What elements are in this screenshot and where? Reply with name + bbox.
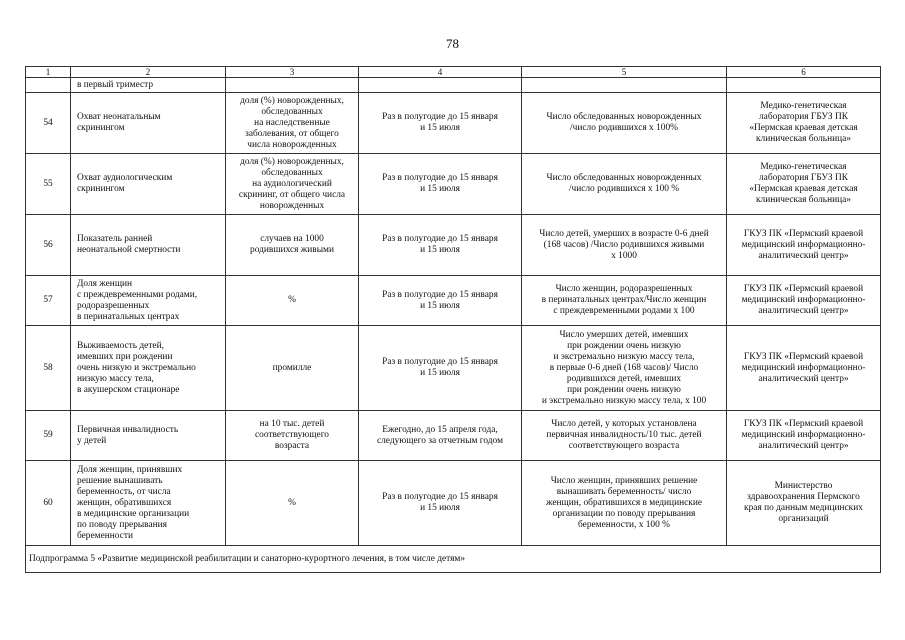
calculation-formula-line: Число женщин, родоразрешенных [555,284,693,294]
data-source [727,154,881,215]
data-source-line: Медико-генетическая [760,162,847,172]
indicator-name-line: беременности [77,530,133,541]
calculation-formula-line: Число умерших детей, имевших [559,329,689,340]
reporting-period-line: и 15 июля [420,503,460,513]
calculation-formula [522,461,727,546]
row-number: 56 [26,215,71,276]
row-number: 57 [26,276,71,326]
unit-of-measure-line: % [288,497,296,508]
data-source-line: ГКУЗ ПК «Пермский краевой [743,284,864,294]
indicator-name-line: у детей [77,435,107,446]
calculation-formula-line: /число родившихся х 100% [570,123,678,133]
calculation-formula-line: беременности, х 100 % [578,519,670,530]
unit-of-measure-line: скрининг, от общего числа [238,189,346,200]
data-source-line: медицинский информационно- [741,239,866,250]
data-source-line: ГКУЗ ПК «Пермский краевой [743,351,864,362]
column-number: 5 [522,67,727,78]
calculation-formula-line: (168 часов) /Число родившихся живыми [543,239,705,250]
reporting-period [359,461,522,546]
calculation-formula-line: Число детей, умерших в возрасте 0-6 дней [539,228,709,239]
calculation-formula [522,154,727,215]
calculation-formula [522,215,727,276]
subprogram-row [26,546,881,573]
unit-of-measure-line: обследованных [261,106,323,117]
indicator-name-line: в акушерском стационаре [77,384,180,395]
calculation-formula-line: с преждевременными родами х 100 [553,306,695,316]
table-row [26,93,881,154]
reporting-period-line: Раз в полугодие до 15 января [382,289,498,300]
calculation-formula-line: в перинатальных центрах/Число женщин [541,295,707,305]
unit-of-measure [226,411,359,461]
data-source-line: медицинский информационно- [741,295,866,305]
data-source [727,93,881,154]
indicator-name-line: решение вынашивать [77,475,163,486]
indicator-name [71,154,226,215]
indicator-name [71,411,226,461]
calculation-formula-line: х 1000 [611,250,637,261]
data-source-line: Министерство [774,481,833,491]
calculation-formula-line: в первые 0-6 дней (168 часов)/ Число [549,362,699,373]
unit-of-measure-line: соответствующего [255,430,329,440]
unit-of-measure [226,276,359,326]
indicator-name-line: Охват неонатальным [77,112,161,122]
subprogram-title: Подпрограмма 5 «Развитие медицинской реабилитации и санаторно-курортного лечения, в том числе детям» [26,546,881,573]
calculation-formula-line: соответствующего возраста [568,441,680,451]
indicator-name-line: скринингом [77,184,125,194]
calculation-formula-line: /число родившихся х 100 % [568,184,680,194]
data-source [727,326,881,411]
data-source [727,461,881,546]
reporting-period [359,93,522,154]
table-row [26,461,881,546]
calculation-formula-line: при рождении очень низкую [567,384,681,395]
calculation-formula-line: вынашивать беременность/ число [556,486,692,497]
column-number: 2 [71,67,226,78]
column-number: 6 [727,67,881,78]
data-source-line: медицинский информационно- [741,362,866,373]
unit-of-measure-line: доля (%) новорожденных, [240,95,344,106]
unit-of-measure-line: % [288,295,296,305]
indicator-name-line: в перинатальных центрах [77,311,180,322]
data-source-line: здравоохранения Пермского [747,492,860,502]
reporting-period-line: и 15 июля [420,184,460,194]
calculation-formula-line: и экстремально низкую массу тела, х 100 [541,395,707,406]
indicator-name-line: Первичная инвалидность [77,424,179,435]
data-source-line: аналитический центр» [758,306,849,316]
column-number: 3 [226,67,359,78]
indicator-name [71,326,226,411]
data-source [727,215,881,276]
indicator-name-line: Выживаемость детей, [77,340,164,351]
column-number: 4 [359,67,522,78]
table-row [26,215,881,276]
unit-of-measure-line: числа новорожденных [247,139,337,150]
calculation-formula-line: Число детей, у которых установлена [551,419,697,429]
unit-of-measure [226,215,359,276]
indicator-name-line: Доля женщин [77,278,133,289]
indicator-name [71,93,226,154]
data-source-line: ГКУЗ ПК «Пермский краевой [743,419,864,429]
row-number: 54 [26,93,71,154]
calculation-formula-line: родившихся детей, имевших [566,373,682,384]
indicator-name-line: имевших при рождении [77,351,173,362]
unit-of-measure-line: на 10 тыс. детей [259,419,325,429]
data-source-line: края по данным медицинских [744,503,863,513]
continuation-row [26,78,881,93]
indicator-name-line: Доля женщин, принявших [77,464,183,475]
indicator-name-line: неонатальной смертности [77,245,181,255]
reporting-period [359,326,522,411]
reporting-period-line: и 15 июля [420,123,460,133]
indicator-name-line: Охват аудиологическим [77,173,173,183]
data-source-line: организаций [778,514,829,524]
reporting-period-line: Раз в полугодие до 15 января [382,234,498,244]
indicator-name-line: родоразрешенных [77,300,150,311]
indicator-name [71,276,226,326]
data-source-line: лаборатория ГБУЗ ПК [759,112,848,122]
column-number-row [26,67,881,78]
unit-of-measure [226,326,359,411]
unit-of-measure-line: на аудиологический [252,178,332,189]
reporting-period-line: Раз в полугодие до 15 января [382,357,498,367]
data-source-line: медицинский информационно- [741,430,866,440]
unit-of-measure-line: случаев на 1000 [260,234,324,244]
reporting-period-line: следующего за отчетным годом [376,435,504,446]
data-source [727,411,881,461]
table-row [26,276,881,326]
unit-of-measure-line: возраста [274,441,310,451]
unit-of-measure-line: на наследственные [254,117,330,128]
indicator-name [71,461,226,546]
unit-of-measure-line: доля (%) новорожденных, [240,156,344,167]
indicator-table [25,66,881,573]
page-number: 78 [446,36,459,51]
unit-of-measure-line: промилле [272,362,312,373]
reporting-period-line: Раз в полугодие до 15 января [382,173,498,183]
reporting-period-line: Раз в полугодие до 15 января [382,112,498,122]
calculation-formula-line: первичная инвалидность/10 тыс. детей [546,430,702,440]
table-row [26,326,881,411]
calculation-formula [522,276,727,326]
unit-of-measure [226,154,359,215]
calculation-formula-line: Число обследованных новорожденных [546,173,702,183]
data-source-line: аналитический центр» [758,441,849,451]
indicator-name-line: в медицинские организации [77,508,190,519]
calculation-formula-line: при рождении очень низкую [567,340,681,351]
reporting-period-line: и 15 июля [420,245,460,255]
reporting-period [359,154,522,215]
reporting-period-line: Ежегодно, до 15 апреля года, [382,424,498,435]
calculation-formula-line: женщин, обратившихся в медицинские [545,497,703,508]
indicator-name-line: низкую массу тела, [77,373,154,384]
indicator-name [71,215,226,276]
calculation-formula-line: Число женщин, принявших решение [550,475,698,486]
reporting-period-line: Раз в полугодие до 15 января [382,492,498,502]
data-source-line: «Пермская краевая детская [749,123,858,133]
indicator-name-line: с преждевременными родами, [77,289,198,300]
data-source [727,276,881,326]
unit-of-measure-line: родившихся живыми [250,245,334,255]
table-row [26,411,881,461]
calculation-formula [522,93,727,154]
reporting-period [359,215,522,276]
unit-of-measure [226,461,359,546]
column-number: 1 [26,67,71,78]
table-row [26,154,881,215]
unit-of-measure-line: обследованных [261,167,323,178]
data-source-line: ГКУЗ ПК «Пермский краевой [743,228,864,239]
indicator-name-line: женщин, обратившихся [77,497,172,508]
row-number: 58 [26,326,71,411]
data-source-line: Медико-генетическая [760,101,847,111]
unit-of-measure-line: заболевания, от общего [245,128,339,139]
continuation-text: в первый триместр [71,78,226,93]
row-number: 59 [26,411,71,461]
reporting-period-line: и 15 июля [420,300,460,311]
data-source-line: аналитический центр» [758,373,849,384]
indicator-name-line: беременность, от числа [77,486,171,497]
unit-of-measure-line: новорожденных [259,200,325,211]
row-number: 55 [26,154,71,215]
data-source-line: аналитический центр» [758,250,849,261]
indicator-name-line: очень низкую и экстремально [77,362,196,373]
reporting-period [359,276,522,326]
calculation-formula-line: организации по поводу прерывания [552,508,696,519]
data-source-line: клиническая больница» [756,195,851,205]
data-source-line: «Пермская краевая детская [749,184,858,194]
calculation-formula-line: и экстремально низкую массу тела, [553,351,695,362]
row-number: 60 [26,461,71,546]
calculation-formula-line: Число обследованных новорожденных [546,112,702,122]
calculation-formula [522,411,727,461]
unit-of-measure [226,93,359,154]
calculation-formula [522,326,727,411]
indicator-name-line: Показатель ранней [77,234,153,244]
data-source-line: лаборатория ГБУЗ ПК [759,173,848,183]
reporting-period-line: и 15 июля [420,368,460,378]
indicator-name-line: скринингом [77,123,125,133]
data-source-line: клиническая больница» [756,134,851,144]
reporting-period [359,411,522,461]
indicator-name-line: по поводу прерывания [77,519,167,530]
